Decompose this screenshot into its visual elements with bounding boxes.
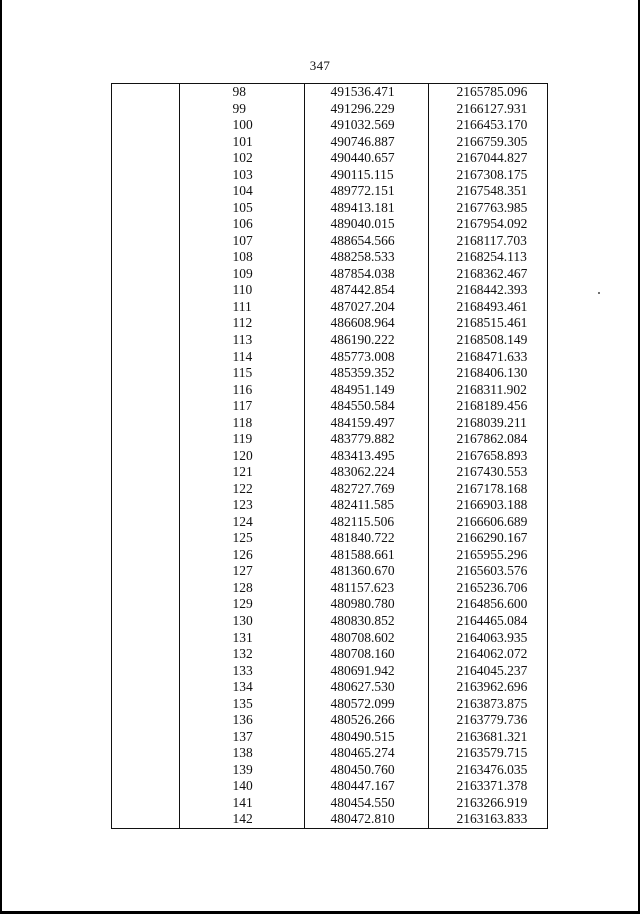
- table-row: [112, 630, 549, 647]
- point-number-cell: 98: [179, 84, 304, 101]
- x-coordinate-cell: 490746.887: [304, 134, 428, 151]
- x-coordinate-cell: 482115.506: [304, 514, 428, 531]
- blank-cell: [112, 481, 179, 498]
- y-coordinate-cell: 2165785.096: [456, 84, 528, 100]
- table-row: [112, 580, 549, 597]
- x-coordinate-cell: 484951.149: [304, 382, 428, 399]
- y-coordinate-cell: 2167548.351: [456, 183, 528, 199]
- x-coordinate-cell: 488258.533: [304, 249, 428, 266]
- y-coordinate-cell: 2167862.084: [456, 431, 528, 447]
- y-coordinate-cell: 2168117.703: [456, 232, 527, 248]
- y-coordinate-cell: 2168189.456: [456, 398, 528, 414]
- y-coordinate-cell: 2163476.035: [456, 761, 528, 777]
- blank-cell: [112, 349, 179, 366]
- point-number-cell: 131: [179, 630, 304, 647]
- y-coordinate-cell: 2167763.985: [456, 199, 528, 215]
- blank-cell: [112, 563, 179, 580]
- x-coordinate-cell: 490115.115: [304, 167, 428, 184]
- y-coordinate-cell: 2166759.305: [456, 133, 528, 149]
- y-coordinate-cell: 2163371.378: [456, 778, 528, 794]
- point-number-cell: 111: [179, 299, 304, 316]
- blank-cell: [112, 580, 179, 597]
- y-coordinate-cell: 2168254.113: [456, 249, 527, 265]
- x-coordinate-cell: 481157.623: [304, 580, 428, 597]
- point-number-cell: 106: [179, 216, 304, 233]
- point-number-cell: 102: [179, 150, 304, 167]
- table-row: [112, 596, 549, 613]
- y-coordinate-cell: 2167308.175: [456, 166, 528, 182]
- blank-cell: [112, 117, 179, 134]
- table-row: [112, 795, 549, 812]
- blank-cell: [112, 431, 179, 448]
- point-number-cell: 123: [179, 497, 304, 514]
- x-coordinate-cell: 491032.569: [304, 117, 428, 134]
- table-row: [112, 200, 549, 217]
- point-number-cell: 132: [179, 646, 304, 663]
- x-coordinate-cell: 485359.352: [304, 365, 428, 382]
- point-number-cell: 115: [179, 365, 304, 382]
- point-number-cell: 128: [179, 580, 304, 597]
- table-row: [112, 663, 549, 680]
- blank-cell: [112, 216, 179, 233]
- point-number-cell: 126: [179, 547, 304, 564]
- point-number-cell: 103: [179, 167, 304, 184]
- table-row: [112, 101, 549, 118]
- table-row: [112, 563, 549, 580]
- x-coordinate-cell: 487442.854: [304, 282, 428, 299]
- point-number-cell: 138: [179, 745, 304, 762]
- blank-cell: [112, 530, 179, 547]
- y-coordinate-cell: 2167178.168: [456, 480, 528, 496]
- blank-cell: [112, 398, 179, 415]
- table-row: [112, 762, 549, 779]
- table-row: [112, 117, 549, 134]
- point-number-cell: 139: [179, 762, 304, 779]
- x-coordinate-cell: 481588.661: [304, 547, 428, 564]
- point-number-cell: 100: [179, 117, 304, 134]
- x-coordinate-cell: 480450.760: [304, 762, 428, 779]
- y-coordinate-cell: 2165236.706: [456, 579, 528, 595]
- point-number-cell: 141: [179, 795, 304, 812]
- point-number-cell: 114: [179, 349, 304, 366]
- table-row: [112, 266, 549, 283]
- y-coordinate-cell: 2166290.167: [456, 530, 528, 546]
- point-number-cell: 140: [179, 778, 304, 795]
- y-coordinate-cell: 2167044.827: [456, 150, 528, 166]
- y-coordinate-cell: 2164856.600: [456, 596, 528, 612]
- table-row: [112, 282, 549, 299]
- x-coordinate-cell: 483413.495: [304, 448, 428, 465]
- table-row: [112, 481, 549, 498]
- blank-cell: [112, 596, 179, 613]
- point-number-cell: 101: [179, 134, 304, 151]
- table-row: [112, 712, 549, 729]
- point-number-cell: 107: [179, 233, 304, 250]
- blank-cell: [112, 745, 179, 762]
- x-coordinate-cell: 482727.769: [304, 481, 428, 498]
- x-coordinate-cell: 480447.167: [304, 778, 428, 795]
- x-coordinate-cell: 490440.657: [304, 150, 428, 167]
- point-number-cell: 109: [179, 266, 304, 283]
- scan-border-left: [0, 0, 2, 914]
- y-coordinate-cell: 2168311.902: [456, 381, 527, 397]
- blank-cell: [112, 332, 179, 349]
- blank-cell: [112, 663, 179, 680]
- blank-cell: [112, 646, 179, 663]
- point-number-cell: 133: [179, 663, 304, 680]
- table-row: [112, 349, 549, 366]
- x-coordinate-cell: 481360.670: [304, 563, 428, 580]
- point-number-cell: 134: [179, 679, 304, 696]
- y-coordinate-cell: 2168508.149: [456, 331, 528, 347]
- blank-cell: [112, 365, 179, 382]
- blank-cell: [112, 233, 179, 250]
- point-number-cell: 129: [179, 596, 304, 613]
- x-coordinate-cell: 485773.008: [304, 349, 428, 366]
- x-coordinate-cell: 480465.274: [304, 745, 428, 762]
- point-number-cell: 121: [179, 464, 304, 481]
- blank-cell: [112, 134, 179, 151]
- y-coordinate-cell: 2164465.084: [456, 613, 528, 629]
- y-coordinate-cell: 2164063.935: [456, 629, 528, 645]
- x-coordinate-cell: 487027.204: [304, 299, 428, 316]
- table-row: [112, 679, 549, 696]
- x-coordinate-cell: 480708.602: [304, 630, 428, 647]
- point-number-cell: 122: [179, 481, 304, 498]
- point-number-cell: 118: [179, 415, 304, 432]
- table-row: [112, 167, 549, 184]
- x-coordinate-cell: 480830.852: [304, 613, 428, 630]
- table-row: [112, 233, 549, 250]
- blank-cell: [112, 630, 179, 647]
- y-coordinate-cell: 2166453.170: [456, 117, 528, 133]
- y-coordinate-cell: 2168039.211: [456, 414, 527, 430]
- point-number-cell: 136: [179, 712, 304, 729]
- table-row: [112, 365, 549, 382]
- table-row: [112, 315, 549, 332]
- table-row: [112, 183, 549, 200]
- page-number: 347: [309, 58, 331, 73]
- x-coordinate-cell: 491296.229: [304, 101, 428, 118]
- coordinates-table: [111, 83, 548, 829]
- y-coordinate-cell: 2167430.553: [456, 464, 528, 480]
- y-coordinate-cell: 2167658.893: [456, 447, 528, 463]
- blank-cell: [112, 249, 179, 266]
- x-coordinate-cell: 480454.550: [304, 795, 428, 812]
- x-coordinate-cell: 480627.530: [304, 679, 428, 696]
- x-coordinate-cell: 486190.222: [304, 332, 428, 349]
- x-coordinate-cell: 480472.810: [304, 811, 428, 828]
- x-coordinate-cell: 481840.722: [304, 530, 428, 547]
- y-coordinate-cell: 2163962.696: [456, 679, 528, 695]
- blank-cell: [112, 150, 179, 167]
- blank-cell: [112, 448, 179, 465]
- table-row: [112, 216, 549, 233]
- blank-cell: [112, 200, 179, 217]
- point-number-cell: 137: [179, 729, 304, 746]
- y-coordinate-cell: 2166606.689: [456, 513, 528, 529]
- blank-cell: [112, 696, 179, 713]
- y-coordinate-cell: 2167954.092: [456, 216, 528, 232]
- table-row: [112, 299, 549, 316]
- blank-cell: [112, 762, 179, 779]
- point-number-cell: 116: [179, 382, 304, 399]
- y-coordinate-cell: 2163873.875: [456, 695, 528, 711]
- blank-cell: [112, 464, 179, 481]
- x-coordinate-cell: 483062.224: [304, 464, 428, 481]
- x-coordinate-cell: 480708.160: [304, 646, 428, 663]
- y-coordinate-cell: 2163681.321: [456, 728, 528, 744]
- blank-cell: [112, 282, 179, 299]
- y-coordinate-cell: 2163779.736: [456, 712, 528, 728]
- y-coordinate-cell: 2164062.072: [456, 646, 528, 662]
- point-number-cell: 120: [179, 448, 304, 465]
- blank-cell: [112, 167, 179, 184]
- blank-cell: [112, 712, 179, 729]
- x-coordinate-cell: 489413.181: [304, 200, 428, 217]
- table-row: [112, 646, 549, 663]
- table-row: [112, 448, 549, 465]
- x-coordinate-cell: 480490.515: [304, 729, 428, 746]
- point-number-cell: 99: [179, 101, 304, 118]
- point-number-cell: 108: [179, 249, 304, 266]
- blank-cell: [112, 547, 179, 564]
- blank-cell: [112, 266, 179, 283]
- table-row: [112, 745, 549, 762]
- blank-cell: [112, 497, 179, 514]
- y-coordinate-cell: 2163579.715: [456, 745, 528, 761]
- point-number-cell: 117: [179, 398, 304, 415]
- x-coordinate-cell: 487854.038: [304, 266, 428, 283]
- table-row: [112, 464, 549, 481]
- x-coordinate-cell: 489772.151: [304, 183, 428, 200]
- blank-cell: [112, 514, 179, 531]
- x-coordinate-cell: 484550.584: [304, 398, 428, 415]
- y-coordinate-cell: 2166127.931: [456, 100, 528, 116]
- point-number-cell: 110: [179, 282, 304, 299]
- point-number-cell: 135: [179, 696, 304, 713]
- table-row: [112, 811, 549, 828]
- y-coordinate-cell: 2165955.296: [456, 546, 528, 562]
- blank-cell: [112, 778, 179, 795]
- point-number-cell: 113: [179, 332, 304, 349]
- blank-cell: [112, 729, 179, 746]
- table-row: [112, 729, 549, 746]
- y-coordinate-cell: 2165603.576: [456, 563, 528, 579]
- coordinates-table-grid: [112, 84, 549, 828]
- table-row: [112, 497, 549, 514]
- x-coordinate-cell: 483779.882: [304, 431, 428, 448]
- point-number-cell: 130: [179, 613, 304, 630]
- blank-cell: [112, 795, 179, 812]
- blank-cell: [112, 382, 179, 399]
- blank-cell: [112, 613, 179, 630]
- y-coordinate-cell: 2168442.393: [456, 282, 528, 298]
- blank-cell: [112, 101, 179, 118]
- blank-cell: [112, 415, 179, 432]
- blank-cell: [112, 679, 179, 696]
- y-coordinate-cell: 2168406.130: [456, 365, 528, 381]
- point-number-cell: 119: [179, 431, 304, 448]
- y-coordinate-cell: 2166903.188: [456, 497, 528, 513]
- table-row: [112, 431, 549, 448]
- table-row: [112, 778, 549, 795]
- point-number-cell: 124: [179, 514, 304, 531]
- x-coordinate-cell: 491536.471: [304, 84, 428, 101]
- blank-cell: [112, 84, 179, 101]
- table-row: [112, 84, 549, 101]
- y-coordinate-cell: 2168362.467: [456, 265, 528, 281]
- point-number-cell: 105: [179, 200, 304, 217]
- x-coordinate-cell: 480691.942: [304, 663, 428, 680]
- blank-cell: [112, 183, 179, 200]
- table-row: [112, 150, 549, 167]
- x-coordinate-cell: 484159.497: [304, 415, 428, 432]
- table-row: [112, 696, 549, 713]
- table-body: [112, 84, 549, 828]
- table-row: [112, 547, 549, 564]
- x-coordinate-cell: 482411.585: [304, 497, 428, 514]
- x-coordinate-cell: 486608.964: [304, 315, 428, 332]
- y-coordinate-cell: 2164045.237: [456, 662, 528, 678]
- point-number-cell: 112: [179, 315, 304, 332]
- table-row: [112, 382, 549, 399]
- blank-cell: [112, 811, 179, 828]
- y-coordinate-cell: 2163266.919: [456, 794, 528, 810]
- point-number-cell: 127: [179, 563, 304, 580]
- table-row: [112, 415, 549, 432]
- table-row: [112, 332, 549, 349]
- point-number-cell: 125: [179, 530, 304, 547]
- table-row: [112, 134, 549, 151]
- table-row: [112, 514, 549, 531]
- point-number-cell: 142: [179, 811, 304, 828]
- table-row: [112, 249, 549, 266]
- y-coordinate-cell: 2168493.461: [456, 298, 528, 314]
- table-row: [112, 398, 549, 415]
- x-coordinate-cell: 480572.099: [304, 696, 428, 713]
- x-coordinate-cell: 480980.780: [304, 596, 428, 613]
- y-coordinate-cell: 2163163.833: [456, 811, 528, 827]
- x-coordinate-cell: 480526.266: [304, 712, 428, 729]
- y-coordinate-cell: 2168515.461: [456, 315, 528, 331]
- point-number-cell: 104: [179, 183, 304, 200]
- x-coordinate-cell: 489040.015: [304, 216, 428, 233]
- x-coordinate-cell: 488654.566: [304, 233, 428, 250]
- table-row: [112, 530, 549, 547]
- blank-cell: [112, 315, 179, 332]
- y-coordinate-cell: 2168471.633: [456, 348, 528, 364]
- blank-cell: [112, 299, 179, 316]
- scan-speck: [598, 292, 600, 294]
- table-row: [112, 613, 549, 630]
